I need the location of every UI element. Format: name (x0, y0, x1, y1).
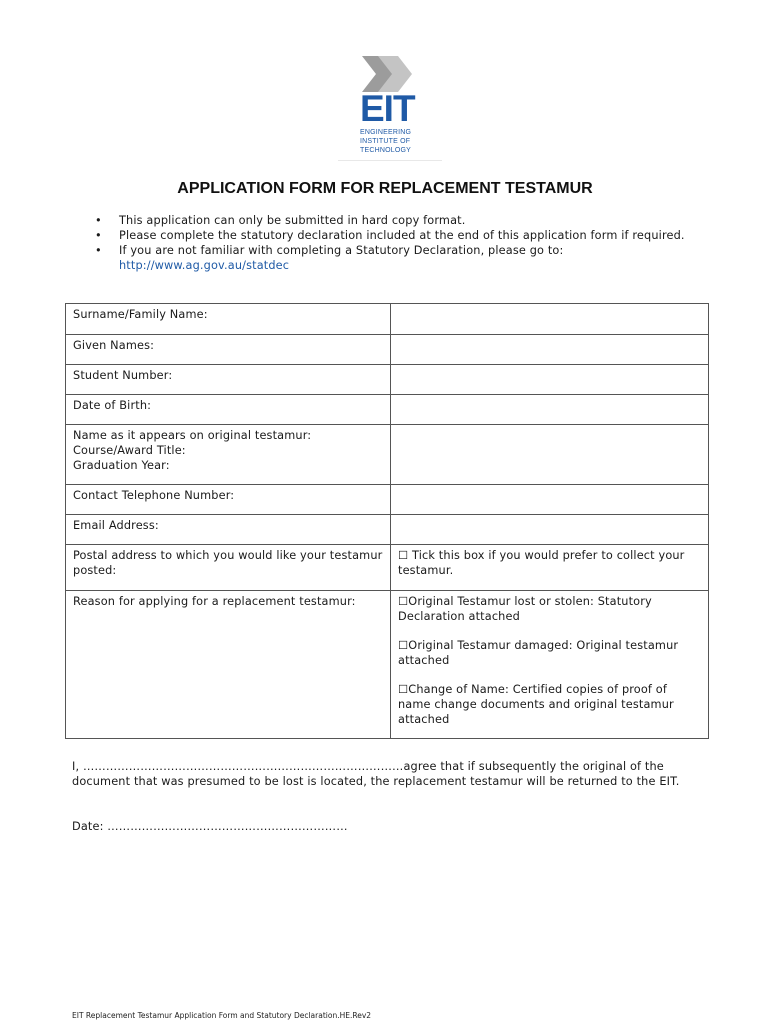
reason-label: Reason for applying for a replacement testamur: (66, 591, 391, 739)
table-row (66, 425, 709, 485)
application-form-table (65, 303, 709, 739)
original-name-label: Name as it appears on original testamur: (73, 429, 312, 442)
instruction-item (93, 243, 703, 273)
reason-damaged-checkbox[interactable]: ☐Original Testamur damaged: Original testamur attached (398, 639, 679, 667)
reason-lost-checkbox[interactable]: ☐Original Testamur lost or stolen: Statutory Declaration attached (398, 595, 652, 623)
email-field[interactable] (391, 515, 709, 545)
phone-label: Contact Telephone Number: (66, 485, 391, 515)
given-names-field[interactable] (391, 335, 709, 365)
date-of-birth-field[interactable] (391, 395, 709, 425)
logo-divider (338, 160, 442, 161)
table-row (66, 304, 709, 335)
instruction-text: If you are not familiar with completing a Statutory Declaration, please go to: (119, 244, 564, 257)
logo-line-2: INSTITUTE OF (360, 138, 411, 145)
logo-line-3: TECHNOLOGY (360, 147, 412, 154)
graduation-year-label: Graduation Year: (73, 459, 170, 472)
statdec-link[interactable]: http://www.ag.gov.au/statdec (119, 259, 290, 272)
testamur-details-field[interactable] (391, 425, 709, 485)
logo-line-1: ENGINEERING (360, 129, 412, 136)
email-label: Email Address: (66, 515, 391, 545)
student-number-field[interactable] (391, 365, 709, 395)
date-of-birth-label: Date of Birth: (66, 395, 391, 425)
reason-options (391, 591, 709, 739)
testamur-details-label (66, 425, 391, 485)
table-row (66, 515, 709, 545)
table-row (66, 335, 709, 365)
postal-address-label: Postal address to which you would like your testamur posted: (66, 545, 391, 591)
table-row (66, 395, 709, 425)
logo-brand: EIT (360, 88, 415, 129)
reason-name-change-checkbox[interactable]: ☐Change of Name: Certified copies of proof of name change documents and original testamur attached (398, 683, 674, 726)
page-title: APPLICATION FORM FOR REPLACEMENT TESTAMUR (177, 180, 593, 197)
eit-logo (338, 52, 442, 162)
course-title-label: Course/Award Title: (73, 444, 186, 457)
table-row (66, 485, 709, 515)
student-number-label: Student Number: (66, 365, 391, 395)
table-row (66, 545, 709, 591)
table-row (66, 591, 709, 739)
footer-text: EIT Replacement Testamur Application Form and Statutory Declaration.HE.Rev2 (72, 1011, 372, 1020)
collect-checkbox[interactable]: ☐ Tick this box if you would prefer to collect your testamur. (391, 545, 709, 591)
agreement-text: I, …………………………………………………………………………agree that if subsequently the original of the document that was presumed to be lost is located, the replacement testamur will be returned to the EIT. (72, 760, 680, 788)
surname-field[interactable] (391, 304, 709, 335)
instruction-item: • Please complete the statutory declaration included at the end of this application form if required. (93, 228, 703, 243)
phone-field[interactable] (391, 485, 709, 515)
surname-label: Surname/Family Name: (66, 304, 391, 335)
instruction-item: • This application can only be submitted in hard copy format. (93, 213, 703, 228)
given-names-label: Given Names: (66, 335, 391, 365)
date-line: Date: ……………………………………………………… (72, 820, 348, 833)
table-row (66, 365, 709, 395)
instructions-list (93, 213, 703, 273)
